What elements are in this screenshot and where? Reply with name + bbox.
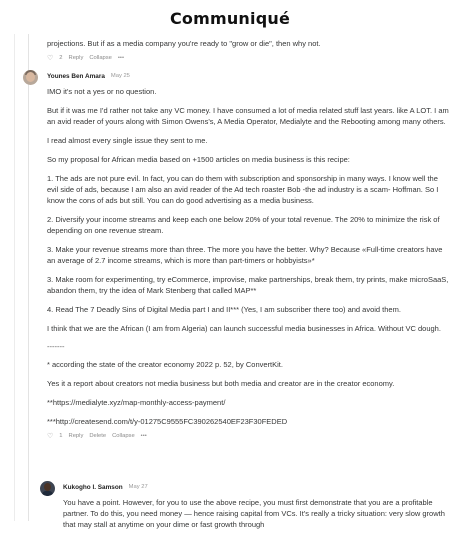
previous-comment-text: projections. But if as a media company you're ready to "grow or die", then why not.	[47, 39, 321, 48]
comment-header	[63, 481, 451, 493]
comment-younes	[47, 70, 449, 441]
reply-button[interactable]: Reply	[68, 433, 84, 439]
comment-actions	[47, 431, 449, 441]
comment-date[interactable]: May 27	[128, 484, 148, 490]
comment-date[interactable]: May 25	[110, 73, 130, 79]
publication-title[interactable]: Communiqué	[169, 8, 291, 28]
comment-paragraph: 3. Make your revenue streams more than three. The more you have the better. Why? Because «Full-time creators have an average of 2.7 income streams, which is more than part-timers or hobbyists»*	[47, 245, 443, 265]
comment-paragraph: You have a point. However, for you to use the above recipe, you must first demonstrate that you are a profitable partner. To do this, you need money — hence raising capital from VCs. It's really a tricky situation: very slow growth that may stall at anytime on your dime or fast growth through	[63, 498, 445, 529]
thread-line	[28, 34, 29, 521]
avatar-face	[44, 483, 51, 491]
avatar-face	[26, 72, 35, 82]
previous-comment	[47, 38, 449, 63]
comment-paragraph: 3. Make room for experimenting, try eCommerce, improvise, make partnerships, break them, try prints, make microSaaS, abandon them, try the idea of Mark Stenberg that called MAP**	[47, 275, 449, 295]
more-options-icon[interactable]: •••	[117, 55, 124, 61]
collapse-button[interactable]: Collapse	[112, 433, 135, 439]
more-options-icon[interactable]: •••	[140, 433, 147, 439]
comment-paragraph: 4. Read The 7 Deadly Sins of Digital Media part I and II*** (Yes, I am subscriber there too) and avoid them.	[47, 305, 401, 314]
reply-button[interactable]: Reply	[68, 55, 84, 61]
comment-paragraph: But if it was me I'd rather not take any VC money. I have consumed a lot of media related stuff last years. like A LOT. I am an avid reader of yours along with Simon Owens's, A Media Operator, Medialyte and the Rebooting among many others.	[47, 106, 449, 126]
previous-comment-actions	[47, 53, 449, 63]
avatar-shirt	[42, 491, 53, 496]
comment-kukogho	[63, 481, 451, 538]
like-count: 2	[59, 55, 63, 61]
comment-paragraph: 2. Diversify your income streams and keep each one below 20% of your total revenue. The 20% to minimize the risk of depending on one revenue stream.	[47, 215, 440, 235]
separator: -------	[47, 342, 65, 351]
comment-header	[47, 70, 449, 82]
footnote-link[interactable]: ***http://createsend.com/t/y-01275C9555FC390262540EF23F30FEDED	[47, 417, 288, 426]
author-name[interactable]: Kukogho I. Samson	[63, 483, 123, 491]
footnote: Yes it a report about creators not media business but both media and creator are in the creator economy.	[47, 379, 395, 388]
delete-button[interactable]: Delete	[89, 433, 107, 439]
comment-paragraph: IMO it's not a yes or no question.	[47, 87, 157, 96]
comment-paragraph: 1. The ads are not pure evil. In fact, you can do them with subscription and sponsorship in many ways. I know well the evil side of ads, because I am also an avid reader of the Ad tech roaster Bob -the ad industry is a scam- Hoffman. So I know the cons of ads but still. You can do good advertising as a media business.	[47, 174, 439, 205]
like-count: 1	[59, 433, 63, 439]
footnote: * according the state of the creator economy 2022 p. 52, by ConvertKit.	[47, 360, 283, 369]
collapse-button[interactable]: Collapse	[89, 55, 112, 61]
comment-paragraph: I read almost every single issue they sent to me.	[47, 136, 208, 145]
footnote-link[interactable]: **https://medialyte.xyz/map-monthly-access-payment/	[47, 398, 226, 407]
avatar[interactable]	[23, 70, 38, 85]
author-name[interactable]: Younes Ben Amara	[47, 72, 105, 80]
avatar[interactable]	[40, 481, 55, 496]
header	[0, 0, 460, 34]
heart-icon[interactable]: ♡	[47, 55, 54, 62]
comment-paragraph: So my proposal for African media based on +1500 articles on media business is this recipe:	[47, 155, 350, 164]
heart-icon[interactable]: ♡	[47, 433, 54, 440]
comment-paragraph: I think that we are the African (I am from Algeria) can launch successful media businesses in Africa. Without VC dough.	[47, 324, 441, 333]
thread-line-outer	[14, 34, 15, 521]
